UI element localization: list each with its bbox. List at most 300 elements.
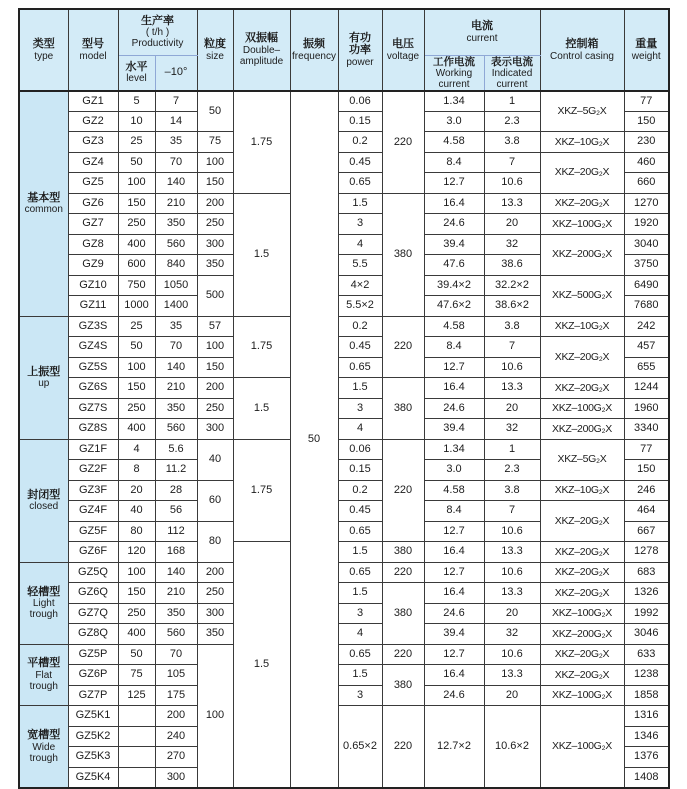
minus10-deg-cell: 14 bbox=[155, 111, 197, 132]
power-cell: 0.45 bbox=[338, 152, 382, 173]
weight-cell: 1238 bbox=[624, 665, 669, 686]
size-cell: 150 bbox=[197, 357, 233, 378]
header-freq-zh: 振频 bbox=[303, 37, 325, 50]
header-productivity bbox=[118, 9, 197, 55]
working-current-cell: 16.4 bbox=[424, 665, 484, 686]
spec-table-body bbox=[19, 91, 669, 788]
model-cell: GZ6P bbox=[68, 665, 118, 686]
header-model-en: model bbox=[79, 50, 107, 62]
header-wcur-en2: current bbox=[438, 78, 470, 90]
working-current-cell: 12.7 bbox=[424, 173, 484, 194]
power-cell: 0.45 bbox=[338, 337, 382, 358]
type-cell: 封闭型 closed bbox=[19, 439, 68, 562]
voltage-cell: 380 bbox=[382, 665, 424, 706]
model-cell: GZ5K2 bbox=[68, 726, 118, 747]
model-cell: GZ5S bbox=[68, 357, 118, 378]
size-cell: 80 bbox=[197, 521, 233, 562]
indicated-current-cell: 13.3 bbox=[484, 542, 540, 563]
voltage-cell: 220 bbox=[382, 644, 424, 665]
weight-cell: 6490 bbox=[624, 275, 669, 296]
table-row bbox=[19, 706, 669, 727]
header-icur-en2: current bbox=[496, 78, 528, 90]
weight-cell: 1858 bbox=[624, 685, 669, 706]
header-amp-en2: amplitude bbox=[239, 56, 284, 68]
weight-cell: 246 bbox=[624, 480, 669, 501]
model-cell: GZ5Q bbox=[68, 562, 118, 583]
working-current-cell: 8.4 bbox=[424, 337, 484, 358]
minus10-deg-cell: 560 bbox=[155, 624, 197, 645]
weight-cell: 633 bbox=[624, 644, 669, 665]
minus10-deg-cell: 1050 bbox=[155, 275, 197, 296]
header-weight bbox=[624, 9, 669, 91]
indicated-current-cell: 10.6 bbox=[484, 173, 540, 194]
power-cell: 0.15 bbox=[338, 460, 382, 481]
table-row bbox=[19, 665, 669, 686]
header-row-1 bbox=[19, 9, 669, 55]
working-current-cell: 16.4 bbox=[424, 193, 484, 214]
control-casing-cell: XKZ–5G₂X bbox=[540, 91, 624, 132]
header-type-en: type bbox=[34, 50, 54, 62]
header-productivity-en: Productivity bbox=[131, 38, 184, 50]
power-cell: 5.5 bbox=[338, 255, 382, 276]
model-cell: GZ1F bbox=[68, 439, 118, 460]
size-cell: 350 bbox=[197, 624, 233, 645]
table-row bbox=[19, 480, 669, 501]
double-amplitude-cell: 1.5 bbox=[233, 193, 290, 316]
power-cell: 0.15 bbox=[338, 111, 382, 132]
minus10-deg-cell: 35 bbox=[155, 132, 197, 153]
header-amp-en1: Double– bbox=[242, 45, 281, 57]
control-casing-cell: XKZ–500G₂X bbox=[540, 275, 624, 316]
power-cell: 3 bbox=[338, 214, 382, 235]
weight-cell: 660 bbox=[624, 173, 669, 194]
level-cell: 400 bbox=[118, 234, 155, 255]
header-size-zh: 粒度 bbox=[204, 37, 226, 50]
control-casing-cell: XKZ–10G₂X bbox=[540, 132, 624, 153]
size-cell: 100 bbox=[197, 152, 233, 173]
header-weight-zh: 重量 bbox=[635, 37, 658, 50]
size-cell: 57 bbox=[197, 316, 233, 337]
working-current-cell: 12.7 bbox=[424, 521, 484, 542]
voltage-cell: 380 bbox=[382, 378, 424, 440]
indicated-current-cell: 10.6×2 bbox=[484, 706, 540, 788]
size-cell: 100 bbox=[197, 337, 233, 358]
header-size-en: size bbox=[206, 50, 224, 62]
indicated-current-cell: 13.3 bbox=[484, 665, 540, 686]
voltage-cell: 220 bbox=[382, 706, 424, 788]
working-current-cell: 4.58 bbox=[424, 316, 484, 337]
working-current-cell: 24.6 bbox=[424, 685, 484, 706]
voltage-cell: 380 bbox=[382, 193, 424, 316]
power-cell: 4 bbox=[338, 234, 382, 255]
header-current-en: current bbox=[466, 33, 498, 45]
header-productivity-unit: ( t/h ) bbox=[145, 26, 170, 38]
working-current-cell: 39.4 bbox=[424, 624, 484, 645]
minus10-deg-cell: 112 bbox=[155, 521, 197, 542]
weight-cell: 77 bbox=[624, 91, 669, 112]
type-cell: 平槽型 Flat trough bbox=[19, 644, 68, 706]
model-cell: GZ5 bbox=[68, 173, 118, 194]
minus10-deg-cell: 270 bbox=[155, 747, 197, 768]
table-row bbox=[19, 685, 669, 706]
double-amplitude-cell: 1.75 bbox=[233, 91, 290, 194]
indicated-current-cell: 10.6 bbox=[484, 521, 540, 542]
model-cell: GZ7 bbox=[68, 214, 118, 235]
weight-cell: 464 bbox=[624, 501, 669, 522]
header-model-zh: 型号 bbox=[82, 37, 104, 50]
control-casing-cell: XKZ–200G₂X bbox=[540, 624, 624, 645]
voltage-cell: 380 bbox=[382, 542, 424, 563]
power-cell: 0.45 bbox=[338, 501, 382, 522]
power-cell: 3 bbox=[338, 603, 382, 624]
level-cell: 5 bbox=[118, 91, 155, 112]
minus10-deg-cell: 7 bbox=[155, 91, 197, 112]
model-cell: GZ8 bbox=[68, 234, 118, 255]
minus10-deg-cell: 210 bbox=[155, 378, 197, 399]
level-cell bbox=[118, 706, 155, 727]
control-casing-cell: XKZ–20G₂X bbox=[540, 665, 624, 686]
header-double-amplitude bbox=[233, 9, 290, 91]
header-freq-en: frequency bbox=[292, 50, 336, 62]
working-current-cell: 4.58 bbox=[424, 132, 484, 153]
weight-cell: 1326 bbox=[624, 583, 669, 604]
working-current-cell: 12.7 bbox=[424, 357, 484, 378]
model-cell: GZ10 bbox=[68, 275, 118, 296]
size-cell: 250 bbox=[197, 583, 233, 604]
weight-cell: 1316 bbox=[624, 706, 669, 727]
level-cell: 150 bbox=[118, 193, 155, 214]
indicated-current-cell: 32 bbox=[484, 624, 540, 645]
header-level-zh: 水平 bbox=[125, 60, 148, 73]
power-cell: 0.06 bbox=[338, 439, 382, 460]
type-cell: 轻槽型 Light trough bbox=[19, 562, 68, 644]
header-size bbox=[197, 9, 233, 91]
model-cell: GZ6S bbox=[68, 378, 118, 399]
minus10-deg-cell: 1400 bbox=[155, 296, 197, 317]
indicated-current-cell: 13.3 bbox=[484, 378, 540, 399]
size-cell: 350 bbox=[197, 255, 233, 276]
minus10-deg-cell: 240 bbox=[155, 726, 197, 747]
control-casing-cell: XKZ–100G₂X bbox=[540, 398, 624, 419]
minus10-deg-cell: 300 bbox=[155, 767, 197, 788]
header-productivity-zh: 生产率 bbox=[141, 15, 174, 28]
level-cell: 25 bbox=[118, 316, 155, 337]
control-casing-cell: XKZ–200G₂X bbox=[540, 419, 624, 440]
control-casing-cell: XKZ–20G₂X bbox=[540, 193, 624, 214]
table-row bbox=[19, 501, 669, 522]
power-cell: 4 bbox=[338, 419, 382, 440]
model-cell: GZ3F bbox=[68, 480, 118, 501]
control-casing-cell: XKZ–100G₂X bbox=[540, 214, 624, 235]
working-current-cell: 3.0 bbox=[424, 111, 484, 132]
power-cell: 0.06 bbox=[338, 91, 382, 112]
model-cell: GZ6F bbox=[68, 542, 118, 563]
table-row bbox=[19, 542, 669, 563]
header-wcur-zh: 工作电流 bbox=[433, 55, 475, 68]
weight-cell: 1278 bbox=[624, 542, 669, 563]
table-row bbox=[19, 439, 669, 460]
indicated-current-cell: 10.6 bbox=[484, 562, 540, 583]
table-row bbox=[19, 91, 669, 112]
model-cell: GZ4S bbox=[68, 337, 118, 358]
control-casing-cell: XKZ–20G₂X bbox=[540, 378, 624, 399]
indicated-current-cell: 13.3 bbox=[484, 583, 540, 604]
header-type-zh: 类型 bbox=[32, 37, 55, 50]
control-casing-cell: XKZ–20G₂X bbox=[540, 501, 624, 542]
model-cell: GZ7Q bbox=[68, 603, 118, 624]
weight-cell: 3046 bbox=[624, 624, 669, 645]
level-cell: 25 bbox=[118, 132, 155, 153]
header-control-casing bbox=[540, 9, 624, 91]
control-casing-cell: XKZ–100G₂X bbox=[540, 706, 624, 788]
working-current-cell: 24.6 bbox=[424, 603, 484, 624]
working-current-cell: 39.4 bbox=[424, 419, 484, 440]
model-cell: GZ5F bbox=[68, 521, 118, 542]
working-current-cell: 16.4 bbox=[424, 583, 484, 604]
weight-cell: 1244 bbox=[624, 378, 669, 399]
type-cell: 基本型 common bbox=[19, 91, 68, 317]
voltage-cell: 220 bbox=[382, 91, 424, 194]
control-casing-cell: XKZ–20G₂X bbox=[540, 337, 624, 378]
indicated-current-cell: 10.6 bbox=[484, 644, 540, 665]
level-cell: 50 bbox=[118, 337, 155, 358]
header-current bbox=[424, 9, 540, 55]
power-cell: 1.5 bbox=[338, 378, 382, 399]
voltage-cell: 220 bbox=[382, 562, 424, 583]
size-cell: 300 bbox=[197, 603, 233, 624]
level-cell: 250 bbox=[118, 398, 155, 419]
table-row bbox=[19, 214, 669, 235]
working-current-cell: 12.7×2 bbox=[424, 706, 484, 788]
header-power-zh1: 有功 bbox=[349, 31, 371, 44]
indicated-current-cell: 32 bbox=[484, 234, 540, 255]
double-amplitude-cell: 1.75 bbox=[233, 439, 290, 542]
power-cell: 1.5 bbox=[338, 665, 382, 686]
level-cell: 50 bbox=[118, 152, 155, 173]
power-cell: 4×2 bbox=[338, 275, 382, 296]
table-row bbox=[19, 275, 669, 296]
level-cell: 50 bbox=[118, 644, 155, 665]
level-cell: 600 bbox=[118, 255, 155, 276]
weight-cell: 1346 bbox=[624, 726, 669, 747]
header-level-en: level bbox=[126, 73, 147, 85]
power-cell: 3 bbox=[338, 398, 382, 419]
weight-cell: 3340 bbox=[624, 419, 669, 440]
weight-cell: 655 bbox=[624, 357, 669, 378]
type-cell: 宽槽型 Wide trough bbox=[19, 706, 68, 788]
level-cell: 10 bbox=[118, 111, 155, 132]
model-cell: GZ5P bbox=[68, 644, 118, 665]
voltage-cell: 220 bbox=[382, 439, 424, 542]
header-power-zh2: 功率 bbox=[349, 44, 371, 57]
table-row bbox=[19, 132, 669, 153]
control-casing-cell: XKZ–10G₂X bbox=[540, 480, 624, 501]
table-header bbox=[19, 9, 669, 91]
working-current-cell: 39.4 bbox=[424, 234, 484, 255]
table-row bbox=[19, 337, 669, 358]
weight-cell: 1960 bbox=[624, 398, 669, 419]
header-minus10-deg bbox=[155, 55, 197, 91]
indicated-current-cell: 10.6 bbox=[484, 357, 540, 378]
indicated-current-cell: 3.8 bbox=[484, 480, 540, 501]
minus10-deg-cell: 168 bbox=[155, 542, 197, 563]
model-cell: GZ11 bbox=[68, 296, 118, 317]
header-power bbox=[338, 9, 382, 91]
minus10-deg-cell: 105 bbox=[155, 665, 197, 686]
header-icur-zh: 表示电流 bbox=[491, 55, 533, 68]
indicated-current-cell: 3.8 bbox=[484, 132, 540, 153]
voltage-cell: 220 bbox=[382, 316, 424, 378]
weight-cell: 1920 bbox=[624, 214, 669, 235]
weight-cell: 3750 bbox=[624, 255, 669, 276]
table-row bbox=[19, 624, 669, 645]
indicated-current-cell: 13.3 bbox=[484, 193, 540, 214]
control-casing-cell: XKZ–20G₂X bbox=[540, 542, 624, 563]
level-cell: 8 bbox=[118, 460, 155, 481]
minus10-deg-cell: 70 bbox=[155, 152, 197, 173]
power-cell: 0.2 bbox=[338, 316, 382, 337]
level-cell: 100 bbox=[118, 357, 155, 378]
control-casing-cell: XKZ–20G₂X bbox=[540, 644, 624, 665]
minus10-deg-cell: 840 bbox=[155, 255, 197, 276]
control-casing-cell: XKZ–20G₂X bbox=[540, 152, 624, 193]
minus10-deg-cell: 210 bbox=[155, 583, 197, 604]
model-cell: GZ8S bbox=[68, 419, 118, 440]
size-cell: 150 bbox=[197, 173, 233, 194]
level-cell: 1000 bbox=[118, 296, 155, 317]
working-current-cell: 8.4 bbox=[424, 501, 484, 522]
header-amp-zh: 双振幅 bbox=[245, 32, 278, 45]
weight-cell: 150 bbox=[624, 460, 669, 481]
minus10-deg-cell: 140 bbox=[155, 562, 197, 583]
header-deg-label: –10° bbox=[164, 66, 188, 79]
model-cell: GZ1 bbox=[68, 91, 118, 112]
table-row bbox=[19, 398, 669, 419]
header-frequency bbox=[290, 9, 338, 91]
table-row bbox=[19, 562, 669, 583]
level-cell: 100 bbox=[118, 562, 155, 583]
size-cell: 75 bbox=[197, 132, 233, 153]
minus10-deg-cell: 350 bbox=[155, 214, 197, 235]
level-cell bbox=[118, 726, 155, 747]
control-casing-cell: XKZ–5G₂X bbox=[540, 439, 624, 480]
working-current-cell: 3.0 bbox=[424, 460, 484, 481]
minus10-deg-cell: 70 bbox=[155, 644, 197, 665]
minus10-deg-cell: 560 bbox=[155, 234, 197, 255]
size-cell: 100 bbox=[197, 644, 233, 788]
model-cell: GZ4F bbox=[68, 501, 118, 522]
header-voltage bbox=[382, 9, 424, 91]
power-cell: 0.2 bbox=[338, 132, 382, 153]
indicated-current-cell: 38.6 bbox=[484, 255, 540, 276]
power-cell: 5.5×2 bbox=[338, 296, 382, 317]
indicated-current-cell: 20 bbox=[484, 603, 540, 624]
table-row bbox=[19, 378, 669, 399]
size-cell: 200 bbox=[197, 378, 233, 399]
model-cell: GZ8Q bbox=[68, 624, 118, 645]
header-power-en: power bbox=[346, 56, 374, 68]
size-cell: 200 bbox=[197, 562, 233, 583]
level-cell: 250 bbox=[118, 603, 155, 624]
header-weight-en: weight bbox=[631, 50, 661, 62]
minus10-deg-cell: 140 bbox=[155, 357, 197, 378]
table-row bbox=[19, 644, 669, 665]
model-cell: GZ7P bbox=[68, 685, 118, 706]
model-cell: GZ4 bbox=[68, 152, 118, 173]
level-cell: 750 bbox=[118, 275, 155, 296]
minus10-deg-cell: 140 bbox=[155, 173, 197, 194]
working-current-cell: 24.6 bbox=[424, 214, 484, 235]
level-cell: 75 bbox=[118, 665, 155, 686]
control-casing-cell: XKZ–100G₂X bbox=[540, 685, 624, 706]
size-cell: 300 bbox=[197, 419, 233, 440]
weight-cell: 230 bbox=[624, 132, 669, 153]
working-current-cell: 24.6 bbox=[424, 398, 484, 419]
working-current-cell: 8.4 bbox=[424, 152, 484, 173]
weight-cell: 1992 bbox=[624, 603, 669, 624]
size-cell: 250 bbox=[197, 214, 233, 235]
size-cell: 60 bbox=[197, 480, 233, 521]
model-cell: GZ6 bbox=[68, 193, 118, 214]
model-cell: GZ5K3 bbox=[68, 747, 118, 768]
working-current-cell: 12.7 bbox=[424, 562, 484, 583]
size-cell: 300 bbox=[197, 234, 233, 255]
level-cell: 400 bbox=[118, 624, 155, 645]
level-cell: 150 bbox=[118, 583, 155, 604]
level-cell: 40 bbox=[118, 501, 155, 522]
header-voltage-en: voltage bbox=[386, 50, 420, 62]
level-cell: 100 bbox=[118, 173, 155, 194]
model-cell: GZ9 bbox=[68, 255, 118, 276]
minus10-deg-cell: 560 bbox=[155, 419, 197, 440]
working-current-cell: 4.58 bbox=[424, 480, 484, 501]
header-model bbox=[68, 9, 118, 91]
working-current-cell: 1.34 bbox=[424, 439, 484, 460]
minus10-deg-cell: 70 bbox=[155, 337, 197, 358]
header-current-zh: 电流 bbox=[471, 20, 493, 33]
level-cell: 400 bbox=[118, 419, 155, 440]
control-casing-cell: XKZ–200G₂X bbox=[540, 234, 624, 275]
header-voltage-zh: 电压 bbox=[392, 37, 414, 50]
table-row bbox=[19, 193, 669, 214]
working-current-cell: 39.4×2 bbox=[424, 275, 484, 296]
indicated-current-cell: 32.2×2 bbox=[484, 275, 540, 296]
minus10-deg-cell: 28 bbox=[155, 480, 197, 501]
weight-cell: 1408 bbox=[624, 767, 669, 788]
indicated-current-cell: 32 bbox=[484, 419, 540, 440]
type-cell: 上振型 up bbox=[19, 316, 68, 439]
voltage-cell: 380 bbox=[382, 583, 424, 645]
double-amplitude-cell: 1.5 bbox=[233, 542, 290, 788]
indicated-current-cell: 20 bbox=[484, 214, 540, 235]
working-current-cell: 12.7 bbox=[424, 644, 484, 665]
indicated-current-cell: 3.8 bbox=[484, 316, 540, 337]
minus10-deg-cell: 5.6 bbox=[155, 439, 197, 460]
minus10-deg-cell: 350 bbox=[155, 398, 197, 419]
minus10-deg-cell: 11.2 bbox=[155, 460, 197, 481]
control-casing-cell: XKZ–10G₂X bbox=[540, 316, 624, 337]
power-cell: 0.65 bbox=[338, 521, 382, 542]
spec-table bbox=[18, 8, 670, 789]
indicated-current-cell: 1 bbox=[484, 439, 540, 460]
model-cell: GZ2 bbox=[68, 111, 118, 132]
size-cell: 50 bbox=[197, 91, 233, 132]
control-casing-cell: XKZ–100G₂X bbox=[540, 603, 624, 624]
header-level bbox=[118, 55, 155, 91]
level-cell: 80 bbox=[118, 521, 155, 542]
working-current-cell: 16.4 bbox=[424, 378, 484, 399]
model-cell: GZ3S bbox=[68, 316, 118, 337]
